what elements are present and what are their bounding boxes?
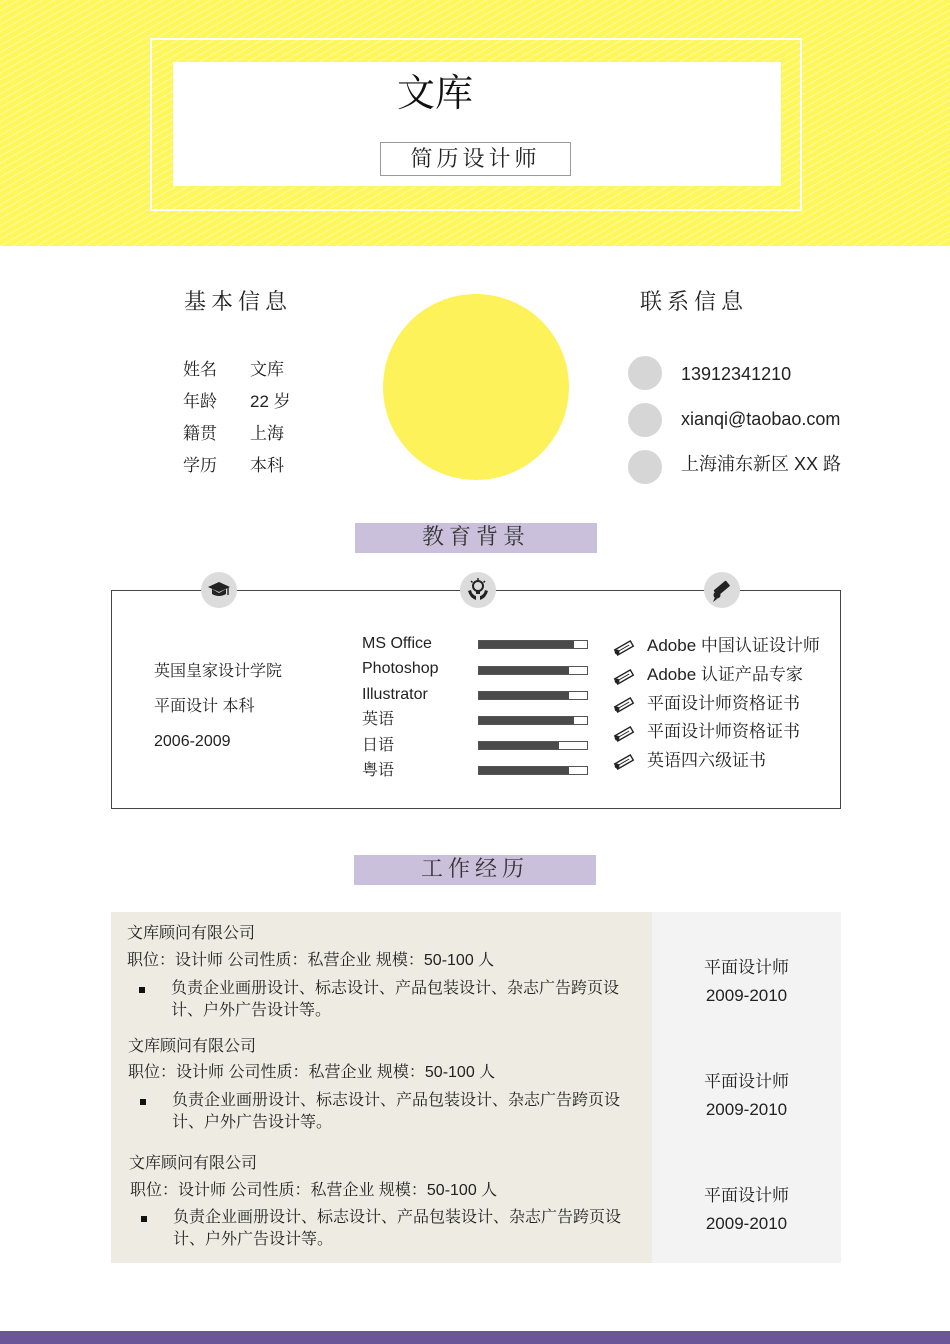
info-value-degree: 本科 [250,456,284,475]
skill-name: Photoshop [362,660,439,677]
bullet [140,1099,146,1105]
school-name: 英国皇家设计学院 [154,663,283,680]
email-icon [628,403,662,437]
job-description: 负责企业画册设计、标志设计、产品包装设计、杂志广告跨页设计、户外广告设计等。 [172,1092,621,1131]
skill-bar-fill [479,692,569,699]
certificate-scroll-icon [612,637,636,659]
skill-bar-fill [479,641,574,648]
skill-bar [478,640,588,649]
resume-role: 简历设计师 [380,142,571,176]
info-label-age: 年龄 [183,392,217,411]
school-major: 平面设计 本科 [154,698,255,715]
job-role: 平面设计师 [704,1072,789,1091]
contact-email: xianqi@taobao.com [681,409,841,429]
certificate-scroll-icon [612,694,636,716]
location-icon [628,450,662,484]
job-meta: 职位：设计师 公司性质：私营企业 规模：50-100 人 [128,1064,496,1081]
skill-bar [478,666,588,675]
info-value-hometown: 上海 [250,424,284,443]
resume-name: 文库 [397,73,474,115]
avatar [383,294,569,480]
info-label-degree: 学历 [183,456,217,475]
bullet [139,987,145,993]
skill-name: 粤语 [362,762,395,779]
info-label-name: 姓名 [183,360,217,379]
certificate-icon [704,572,740,608]
contact-info-title: 联系信息 [640,289,749,314]
certificate-item: 平面设计师资格证书 [647,694,800,713]
lightbulb-icon [460,572,496,608]
certificate-item: 英语四六级证书 [647,751,766,770]
job-company: 文库顾问有限公司 [128,1038,257,1055]
job-company: 文库顾问有限公司 [129,1155,258,1172]
job-period: 2009-2010 [705,1100,788,1119]
skill-bar [478,691,588,700]
skill-bar-fill [479,717,574,724]
job-role: 平面设计师 [704,958,789,977]
contact-address: 上海浦东新区 XX 路 [681,454,842,474]
job-role: 平面设计师 [704,1186,789,1205]
graduation-cap-icon [201,572,237,608]
info-value-name: 文库 [250,360,284,379]
skill-bar-fill [479,767,569,774]
work-title: 工作经历 [354,855,596,885]
phone-icon [628,356,662,390]
skill-bar [478,766,588,775]
skill-bar [478,741,588,750]
certificate-item: Adobe 中国认证设计师 [647,636,820,655]
contact-phone: 13912341210 [681,364,792,384]
certificate-scroll-icon [612,666,636,688]
skill-bar [478,716,588,725]
skill-name: 日语 [362,737,395,754]
skill-bar-fill [479,742,559,749]
certificate-scroll-icon [612,723,636,745]
education-title: 教育背景 [355,523,597,553]
bullet [141,1216,147,1222]
footer-bar [0,1331,950,1344]
job-company: 文库顾问有限公司 [127,925,256,942]
info-label-hometown: 籍贯 [183,424,217,443]
job-meta: 职位：设计师 公司性质：私营企业 规模：50-100 人 [127,952,495,969]
basic-info-title: 基本信息 [184,289,293,314]
job-meta: 职位：设计师 公司性质：私营企业 规模：50-100 人 [130,1182,498,1199]
certificate-item: Adobe 认证产品专家 [647,665,803,684]
certificate-item: 平面设计师资格证书 [647,722,800,741]
skill-name: Illustrator [362,686,428,703]
job-description: 负责企业画册设计、标志设计、产品包装设计、杂志广告跨页设计、户外广告设计等。 [171,980,620,1019]
skill-name: MS Office [362,635,432,652]
certificate-scroll-icon [612,751,636,773]
job-description: 负责企业画册设计、标志设计、产品包装设计、杂志广告跨页设计、户外广告设计等。 [173,1209,622,1248]
job-period: 2009-2010 [705,986,788,1005]
job-period: 2009-2010 [705,1214,788,1233]
info-value-age: 22 岁 [250,392,291,411]
school-period: 2006-2009 [154,733,231,750]
skill-bar-fill [479,667,569,674]
skill-name: 英语 [362,711,395,728]
